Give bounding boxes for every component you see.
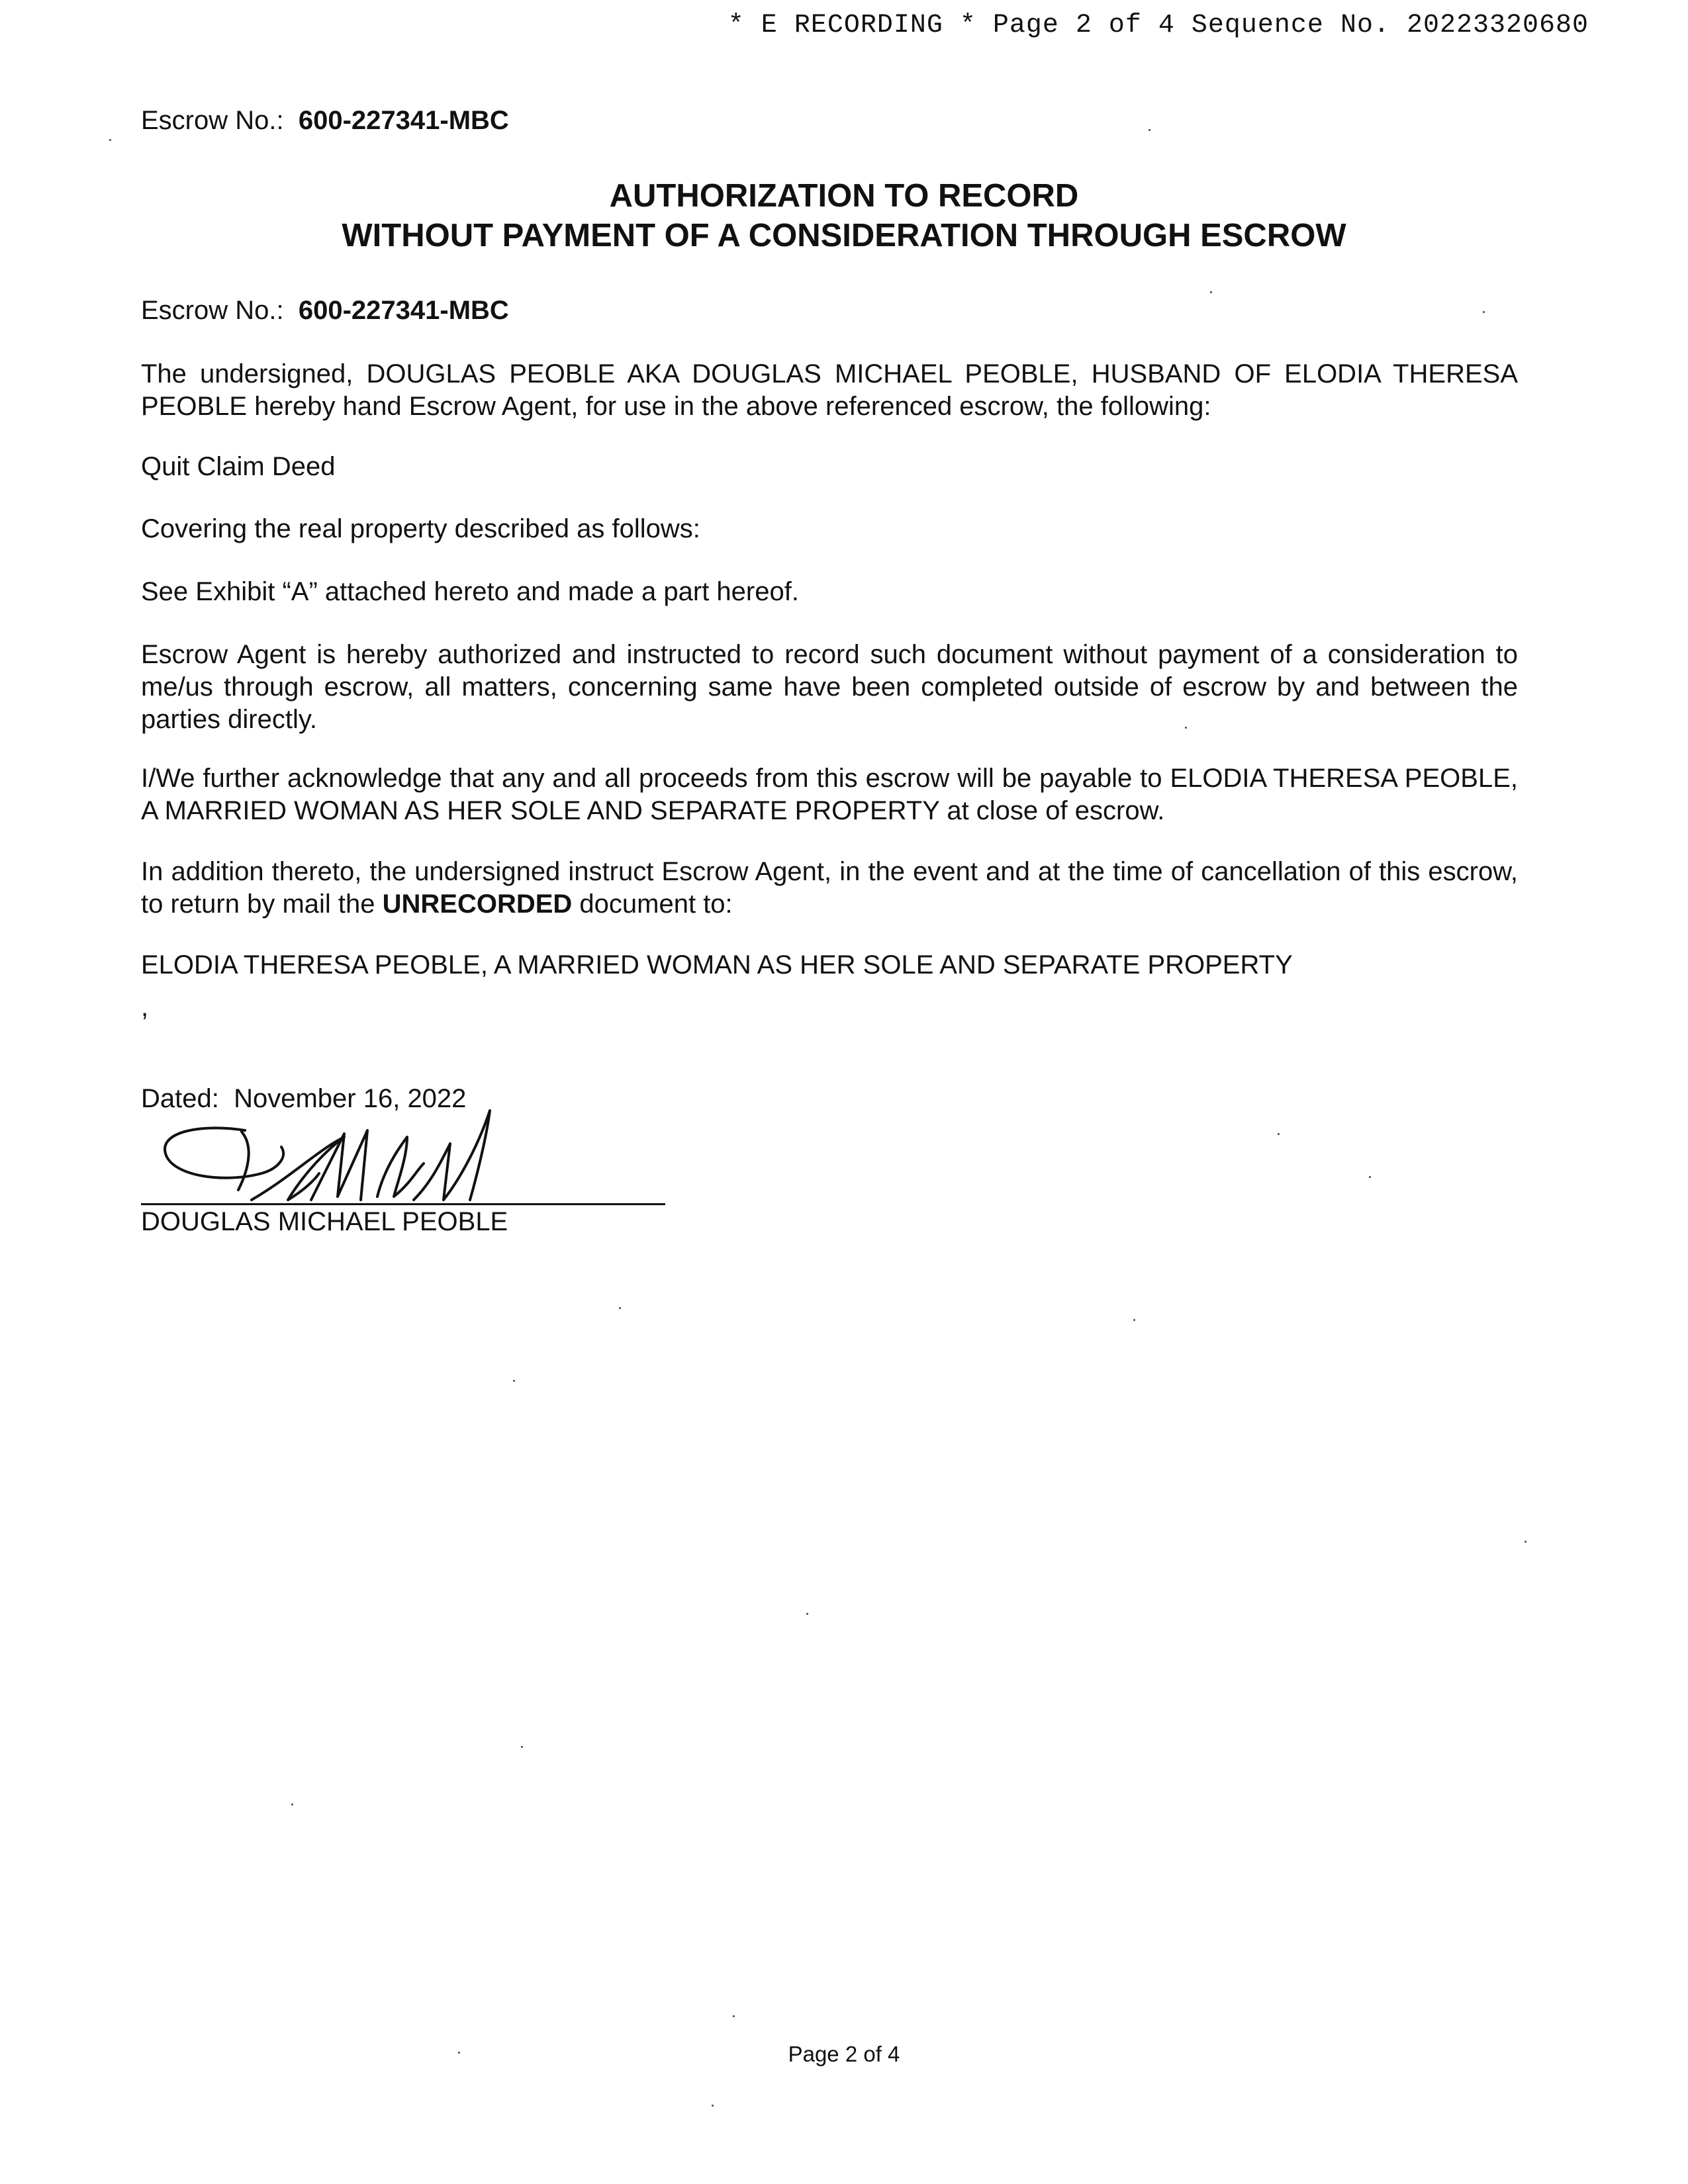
scan-speck xyxy=(1278,1133,1280,1135)
paragraph-authorization: Escrow Agent is hereby authorized and instructed to record such document without payment of a consideration to me/us through escrow, all matters, concerning same have been completed outside of escrow by and between the parties directly. xyxy=(141,640,1518,734)
escrow-label: Escrow No.: xyxy=(141,106,284,135)
scan-speck xyxy=(1524,1541,1526,1543)
scan-speck xyxy=(1210,291,1212,293)
page-number: Page 2 of 4 xyxy=(788,2042,900,2066)
paragraph-cancellation xyxy=(141,856,1518,921)
dated-label: Dated: xyxy=(141,1084,219,1113)
cancellation-text-after: document to: xyxy=(572,889,733,919)
scan-speck xyxy=(733,2015,735,2017)
document-title-line-2: WITHOUT PAYMENT OF A CONSIDERATION THROUGH ESCROW xyxy=(342,218,1346,253)
signature-line xyxy=(141,1203,665,1205)
scan-speck xyxy=(513,1380,515,1382)
unrecorded-emphasis: UNRECORDED xyxy=(382,889,573,919)
signer-name: DOUGLAS MICHAEL PEOBLE xyxy=(141,1207,508,1236)
escrow-number-second xyxy=(141,296,509,326)
scan-speck xyxy=(806,1613,808,1615)
scan-speck xyxy=(521,1746,523,1748)
escrow-label: Escrow No.: xyxy=(141,296,284,325)
stray-comma: , xyxy=(141,993,149,1022)
scan-speck xyxy=(1149,129,1150,131)
cancellation-text-before: In addition thereto, the undersigned instruct Escrow Agent, in the event and at the time of cancellation of this escrow, to return by mail the xyxy=(141,857,1518,919)
scan-speck xyxy=(1133,1319,1135,1321)
escrow-number: 600-227341-MBC xyxy=(298,296,509,325)
scan-speck xyxy=(1369,1176,1371,1178)
paragraph-proceeds: I/We further acknowledge that any and all proceeds from this escrow will be payable to ELODIA THERESA PEOBLE, A MARRIED WOMAN AS HER SOLE AND SEPARATE PROPERTY at close of escrow. xyxy=(141,764,1518,825)
paragraph-property-covering: Covering the real property described as follows: xyxy=(141,514,700,543)
paragraph-undersigned: The undersigned, DOUGLAS PEOBLE AKA DOUGLAS MICHAEL PEOBLE, HUSBAND OF ELODIA THERESA PEOBLE hereby hand Escrow Agent, for use in the above referenced escrow, the following: xyxy=(141,359,1518,421)
document-title-line-1: AUTHORIZATION TO RECORD xyxy=(609,178,1079,214)
recording-stamp: * E RECORDING * Page 2 of 4 Sequence No. 20223320680 xyxy=(727,11,1589,40)
escrow-number-top xyxy=(141,106,509,136)
paragraph-exhibit-reference: See Exhibit “A” attached hereto and made a part hereof. xyxy=(141,577,799,606)
scan-speck xyxy=(619,1307,621,1309)
escrow-number: 600-227341-MBC xyxy=(298,106,509,135)
document-type: Quit Claim Deed xyxy=(141,452,336,481)
return-recipient: ELODIA THERESA PEOBLE, A MARRIED WOMAN AS HER SOLE AND SEPARATE PROPERTY xyxy=(141,950,1293,979)
scan-speck xyxy=(291,1803,293,1805)
dated-value: November 16, 2022 xyxy=(234,1084,467,1113)
scan-speck xyxy=(458,2052,460,2054)
scan-speck xyxy=(712,2105,714,2107)
scan-speck xyxy=(109,139,111,141)
scan-speck xyxy=(1185,727,1187,729)
scan-speck xyxy=(1483,311,1485,313)
